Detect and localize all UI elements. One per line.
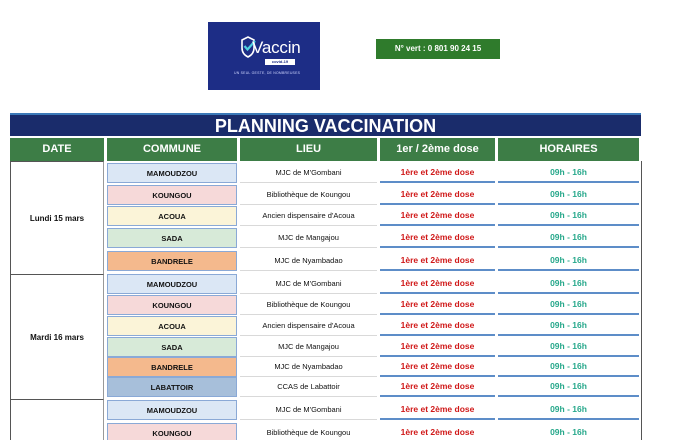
dose-cell: 1ère et 2ème dose (380, 163, 495, 183)
hours-cell: 09h - 16h (498, 295, 639, 315)
dose-cell: 1ère et 2ème dose (380, 295, 495, 315)
dose-cell: 1ère et 2ème dose (380, 206, 495, 226)
commune-cell: MAMOUDZOU (107, 274, 237, 294)
hours-cell: 09h - 16h (498, 423, 639, 440)
commune-cell: LABATTOIR (107, 377, 237, 397)
lieu-cell: MJC de M'Gombani (240, 163, 377, 183)
logo-tagline: UN SEUL GESTE, DE NOMBREUSES (234, 71, 301, 75)
hours-cell: 09h - 16h (498, 400, 639, 420)
column-header-date: DATE (10, 138, 104, 161)
page-title: PLANNING VACCINATION (10, 113, 641, 136)
lieu-cell: MJC de M'Gombani (240, 274, 377, 294)
date-cell: Mardi 16 mars (10, 274, 104, 399)
hours-cell: 09h - 16h (498, 185, 639, 205)
table-right-border (641, 161, 642, 440)
lieu-cell: Bibliothèque de Koungou (240, 295, 377, 315)
commune-cell: KOUNGOU (107, 185, 237, 205)
lieu-cell: MJC de M'Gombani (240, 400, 377, 420)
lieu-cell: MJC de Nyambadao (240, 251, 377, 271)
column-header-lieu: LIEU (240, 138, 377, 161)
dose-cell: 1ère et 2ème dose (380, 316, 495, 336)
hours-cell: 09h - 16h (498, 206, 639, 226)
dose-cell: 1ère et 2ème dose (380, 423, 495, 440)
lieu-cell: Ancien dispensaire d'Acoua (240, 316, 377, 336)
logo-brand-text: Vaccin (252, 38, 301, 57)
hours-cell: 09h - 16h (498, 228, 639, 248)
hours-cell: 09h - 16h (498, 337, 639, 357)
commune-cell: SADA (107, 228, 237, 248)
date-cell: Lundi 15 mars (10, 161, 104, 274)
commune-cell: MAMOUDZOU (107, 163, 237, 183)
dose-cell: 1ère et 2ème dose (380, 251, 495, 271)
lieu-cell: Bibliothèque de Koungou (240, 423, 377, 440)
lieu-cell: MJC de Nyambadao (240, 357, 377, 377)
commune-cell: ACOUA (107, 206, 237, 226)
dose-cell: 1ère et 2ème dose (380, 357, 495, 377)
commune-cell: KOUNGOU (107, 295, 237, 315)
dose-cell: 1ère et 2ème dose (380, 228, 495, 248)
dose-cell: 1ère et 2ème dose (380, 185, 495, 205)
commune-cell: BANDRELE (107, 251, 237, 271)
dose-cell: 1ère et 2ème dose (380, 400, 495, 420)
hours-cell: 09h - 16h (498, 251, 639, 271)
hotline-banner: N° vert : 0 801 90 24 15 (376, 39, 500, 59)
column-header-dose: 1er / 2ème dose (380, 138, 495, 161)
commune-cell: KOUNGOU (107, 423, 237, 440)
lieu-cell: CCAS de Labattoir (240, 377, 377, 397)
commune-cell: MAMOUDZOU (107, 400, 237, 420)
hours-cell: 09h - 16h (498, 357, 639, 377)
dose-cell: 1ère et 2ème dose (380, 274, 495, 294)
lieu-cell: Bibliothèque de Koungou (240, 185, 377, 205)
date-cell (10, 399, 104, 440)
dose-cell: 1ère et 2ème dose (380, 337, 495, 357)
commune-cell: ACOUA (107, 316, 237, 336)
hours-cell: 09h - 16h (498, 163, 639, 183)
logo-sub-badge: covid-19 (265, 59, 295, 65)
hours-cell: 09h - 16h (498, 316, 639, 336)
commune-cell: SADA (107, 337, 237, 357)
commune-cell: BANDRELE (107, 357, 237, 377)
hours-cell: 09h - 16h (498, 377, 639, 397)
hours-cell: 09h - 16h (498, 274, 639, 294)
dose-cell: 1ère et 2ème dose (380, 377, 495, 397)
column-header-commune: COMMUNE (107, 138, 237, 161)
lieu-cell: Ancien dispensaire d'Acoua (240, 206, 377, 226)
column-header-horaires: HORAIRES (498, 138, 639, 161)
lieu-cell: MJC de Mangajou (240, 337, 377, 357)
lieu-cell: MJC de Mangajou (240, 228, 377, 248)
vaccin-logo (208, 22, 320, 90)
